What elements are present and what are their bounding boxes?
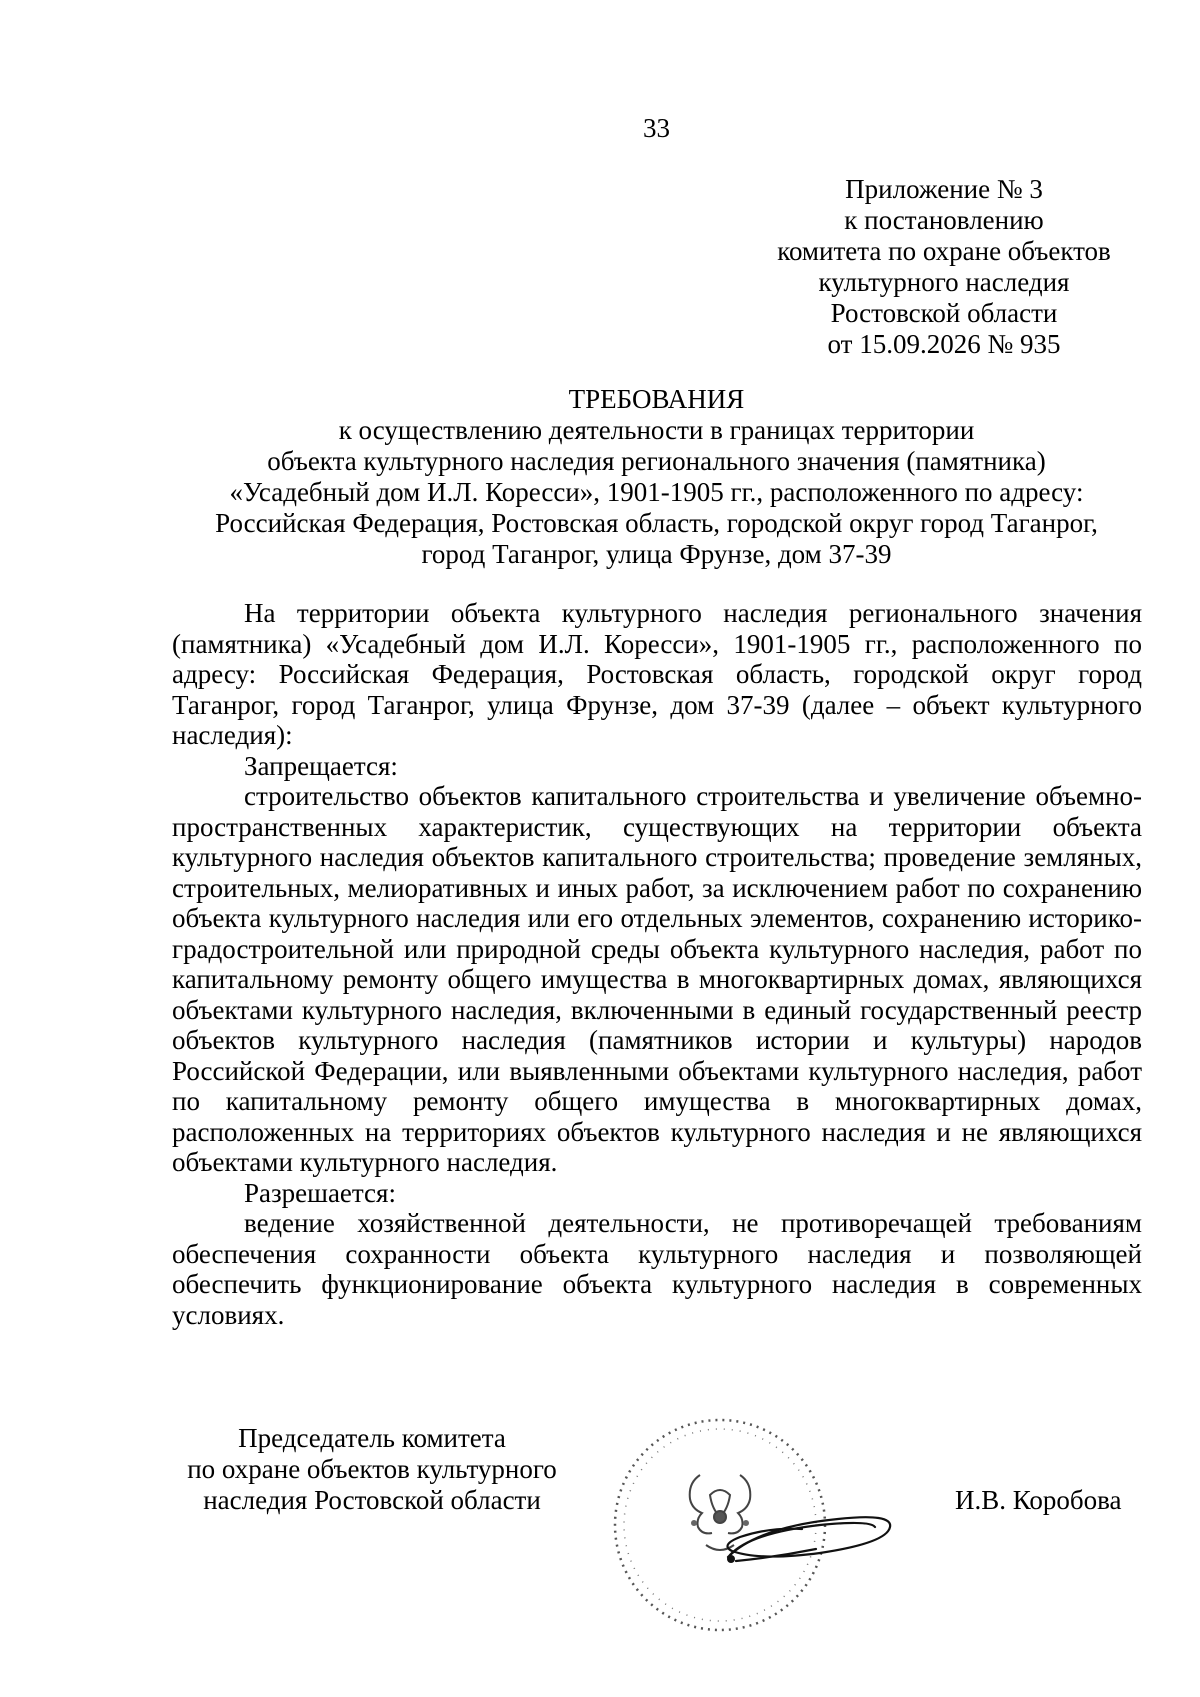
- appendix-line: к постановлению: [844, 205, 1044, 235]
- stamp-inner-ring: [624, 1429, 816, 1621]
- signatory-position: [172, 1423, 572, 1516]
- appendix-line: культурного наследия: [818, 267, 1070, 297]
- title-line: объекта культурного наследия регионального значения (памятника): [267, 446, 1046, 476]
- emblem-icon: [690, 1475, 751, 1550]
- handwritten-signature: [727, 1517, 890, 1563]
- signatory-name: И.В. Коробова: [955, 1485, 1122, 1515]
- appendix-line: Приложение № 3: [845, 174, 1043, 204]
- official-stamp-with-signature: [610, 1405, 930, 1645]
- allowed-heading: Разрешается:: [244, 1177, 396, 1208]
- appendix-line: комитета по охране объектов: [777, 236, 1111, 266]
- appendix-header: [744, 174, 1144, 360]
- prohibited-paragraph: строительство объектов капитального строительства и увеличение объемно-пространственных характеристик, существующих на территории объекта культурного наследия объектов капитального строительства; проведение земляных, строительных, мелиоративных и иных работ, за исключением работ по сохранению объекта культурного наследия или его отдельных элементов, сохранению историко-градостроительной или природной среды объекта культурного наследия, работ по капитальному ремонту общего имущества в многоквартирных домах, являющихся объектами культурного наследия, включенными в единый государственный реестр объектов культурного наследия (памятников истории и культуры) народов Российской Федерации, или выявленными объектами культурного наследия, работ по капитальному ремонту общего имущества в многоквартирных домах, расположенных на территориях объектов культурного наследия и не являющихся объектами культурного наследия.: [172, 781, 1142, 1177]
- document-title: [150, 384, 1163, 570]
- appendix-line: от 15.09.2026 № 935: [827, 329, 1061, 359]
- title-line: к осуществлению деятельности в границах территории: [338, 415, 975, 445]
- signatory-position-line: по охране объектов культурного: [187, 1454, 557, 1484]
- page-number: 33: [643, 113, 670, 143]
- title-heading: ТРЕБОВАНИЯ: [568, 384, 745, 414]
- prohibited-heading: Запрещается:: [244, 750, 398, 781]
- intro-paragraph: На территории объекта культурного наследия регионального значения (памятника) «Усадебный дом И.Л. Коресси», 1901-1905 гг., расположенного по адресу: Российская Федерация, Ростовская область, городской округ город Таганрог, город Таганрог, улица Фрунзе, дом 37-39 (далее – объект культурного наследия):: [172, 598, 1142, 750]
- title-line: город Таганрог, улица Фрунзе, дом 37-39: [421, 539, 892, 569]
- signatory-position-line: Председатель комитета: [238, 1423, 506, 1453]
- title-line: Российская Федерация, Ростовская область, городской округ город Таганрог,: [215, 508, 1098, 538]
- title-line: «Усадебный дом И.Л. Коресси», 1901-1905 гг., расположенного по адресу:: [229, 477, 1084, 507]
- allowed-paragraph: ведение хозяйственной деятельности, не противоречащей требованиям обеспечения сохранности объекта культурного наследия и позволяющей обеспечить функционирование объекта культурного наследия в современных условиях.: [172, 1208, 1142, 1330]
- appendix-line: Ростовской области: [830, 298, 1058, 328]
- signatory-position-line: наследия Ростовской области: [203, 1485, 541, 1515]
- document-body: [172, 598, 1142, 1330]
